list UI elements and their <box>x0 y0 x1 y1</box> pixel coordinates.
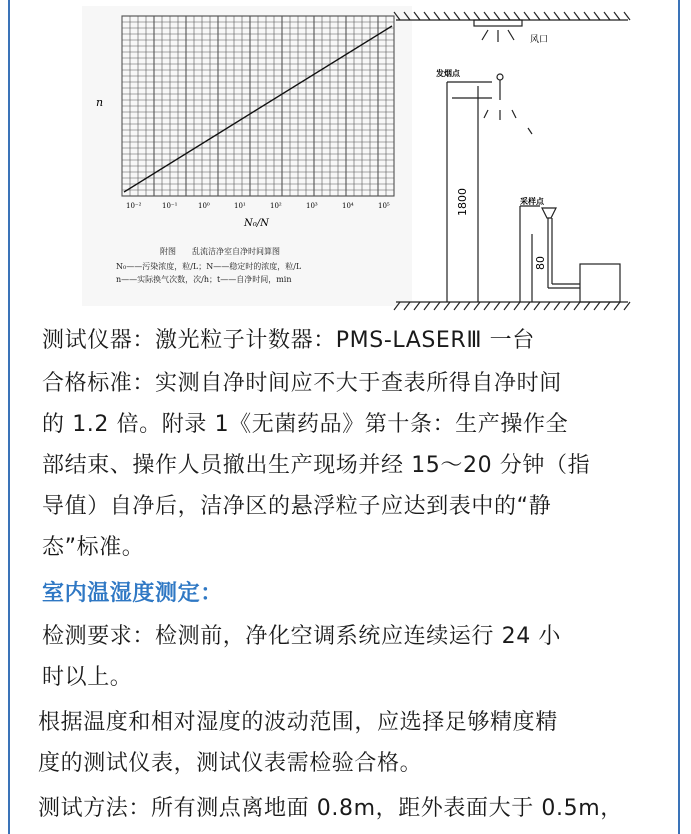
criteria-line-4: 导值）自净后，洁净区的悬浮粒子应达到表中的“静 <box>42 494 552 519</box>
floor-hatch <box>424 302 430 310</box>
floor-hatch <box>414 302 420 310</box>
ceiling-hatch <box>414 12 420 20</box>
floor-hatch <box>494 302 500 310</box>
ceiling-hatch <box>484 12 490 20</box>
floor-hatch <box>474 302 480 310</box>
ceiling-hatch <box>394 12 400 20</box>
ceiling-hatch <box>404 12 410 20</box>
floor-hatch <box>394 302 400 310</box>
floor-hatch <box>534 302 540 310</box>
requirement-line-2: 时以上。 <box>42 665 133 690</box>
criteria-line-2: 的 1.2 倍。附录 1《无菌药品》第十条：生产操作全 <box>42 412 569 437</box>
ceiling-hatch <box>444 12 450 20</box>
ceiling-hatch <box>574 12 580 20</box>
criteria-line-3: 部结束、操作人员撤出生产现场并经 15～20 分钟（指 <box>42 453 591 478</box>
floor-hatch <box>444 302 450 310</box>
self-cleaning-time-nomograph <box>82 6 412 306</box>
ceiling-hatch <box>554 12 560 20</box>
nomograph-y-label: n <box>96 96 104 109</box>
height-1800-label: 1800 <box>456 188 469 216</box>
ceiling-hatch <box>534 12 540 20</box>
ceiling-hatch <box>544 12 550 20</box>
requirement-line-1: 检测要求：检测前，净化空调系统应连续运行 24 小 <box>42 624 561 649</box>
floor-hatch <box>404 302 410 310</box>
nomograph-caption-line2: n——实际换气次数，次/h；t——自净时间，min <box>116 275 292 284</box>
floor-hatch <box>564 302 570 310</box>
smoke-point-label: 发烟点 <box>436 69 460 78</box>
ceiling-hatch <box>514 12 520 20</box>
nomograph-caption-line1: N₀——污染浓度，粒/L；N——稳定时的浓度，粒/L <box>116 262 302 271</box>
nomograph-x-tick: 10⁴ <box>342 202 354 210</box>
ceiling-hatch <box>604 12 610 20</box>
ceiling-hatch <box>464 12 470 20</box>
section-heading: 室内温湿度测定： <box>42 581 223 606</box>
nomograph-x-axis-symbol: N₀/N <box>244 218 269 229</box>
floor-hatch <box>484 302 490 310</box>
ceiling-hatch <box>614 12 620 20</box>
ceiling-hatch <box>434 12 440 20</box>
floor-hatch <box>514 302 520 310</box>
instrument-choice-line-1: 根据温度和相对湿度的波动范围，应选择足够精度精 <box>38 710 558 735</box>
method-line: 测试方法：所有测点离地面 0.8m，距外表面大于 0.5m， <box>38 796 623 821</box>
floor-hatch <box>614 302 620 310</box>
ceiling-hatch <box>584 12 590 20</box>
nomograph-x-tick: 10² <box>270 202 282 210</box>
nomograph-x-tick: 10³ <box>306 202 318 210</box>
ceiling-hatch <box>494 12 500 20</box>
height-80-label: 80 <box>534 256 547 270</box>
criteria-line-1: 合格标准：实测自净时间应不大于查表所得自净时间 <box>42 371 562 396</box>
floor-hatch <box>504 302 510 310</box>
sampling-layout-diagram <box>392 6 632 316</box>
ceiling-hatch <box>524 12 530 20</box>
ceiling-hatch <box>454 12 460 20</box>
floor-hatch <box>624 302 630 310</box>
nomograph-x-tick: 10⁻¹ <box>162 202 178 210</box>
floor-hatch <box>604 302 610 310</box>
floor-hatch <box>454 302 460 310</box>
instrument-line: 测试仪器：激光粒子计数器：PMS-LASERⅢ 一台 <box>42 328 535 353</box>
floor-hatch <box>434 302 440 310</box>
floor-hatch <box>524 302 530 310</box>
nomograph-x-tick: 10⁰ <box>198 202 210 210</box>
figures-row <box>30 6 630 312</box>
ceiling-hatch <box>424 12 430 20</box>
ceiling-hatch <box>594 12 600 20</box>
ceiling-hatch <box>564 12 570 20</box>
floor-hatch <box>544 302 550 310</box>
nomograph-x-tick: 10¹ <box>234 202 246 210</box>
criteria-line-5: 态”标准。 <box>42 535 145 560</box>
nomograph-caption-title: 附图 乱流洁净室自净时间算图 <box>160 247 280 256</box>
floor-hatch <box>464 302 470 310</box>
nomograph-x-tick: 10⁵ <box>378 202 390 210</box>
floor-hatch <box>554 302 560 310</box>
nomograph-x-tick: 10⁻² <box>126 202 142 210</box>
floor-hatch <box>594 302 600 310</box>
ceiling-hatch <box>504 12 510 20</box>
floor-hatch <box>584 302 590 310</box>
sampling-point-label: 采样点 <box>520 197 544 206</box>
ceiling-hatch <box>624 12 630 20</box>
instrument-choice-line-2: 度的测试仪表，测试仪表需检验合格。 <box>38 751 423 776</box>
ceiling-hatch <box>474 12 480 20</box>
air-outlet-label: 风口 <box>530 35 549 45</box>
floor-hatch <box>574 302 580 310</box>
